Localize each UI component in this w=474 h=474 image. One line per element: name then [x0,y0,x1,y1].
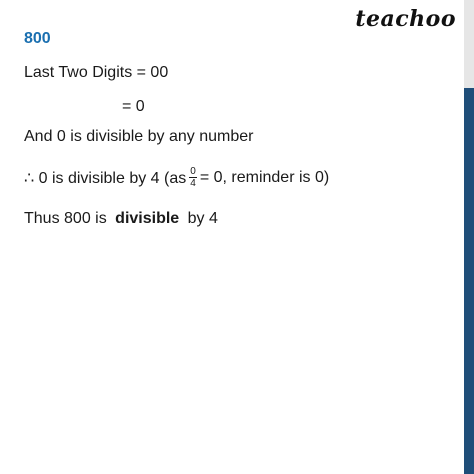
conclusion-bold-word: divisible [115,210,180,227]
therefore-suffix: = 0, reminder is 0) [199,168,330,186]
conclusion-after: by 4 [187,210,218,227]
zero-divisible-statement: And 0 is divisible by any number [24,128,254,145]
last-two-digits-line: Last Two Digits = 00 [24,64,169,81]
right-edge-bar [464,0,474,474]
right-edge-accent [464,88,474,474]
fraction-numerator: 0 [190,166,196,177]
therefore-prefix: ∴ 0 is divisible by 4 (as [24,169,187,187]
fraction-zero-over-four [189,166,197,189]
question-number-heading: 800 [24,30,51,47]
equals-zero-line: = 0 [122,98,145,115]
teachoo-logo: teachoo [355,6,456,32]
therefore-line [24,166,329,189]
fraction-denominator: 4 [190,178,196,189]
conclusion-before: Thus 800 is [24,210,107,227]
conclusion-line [24,210,218,228]
